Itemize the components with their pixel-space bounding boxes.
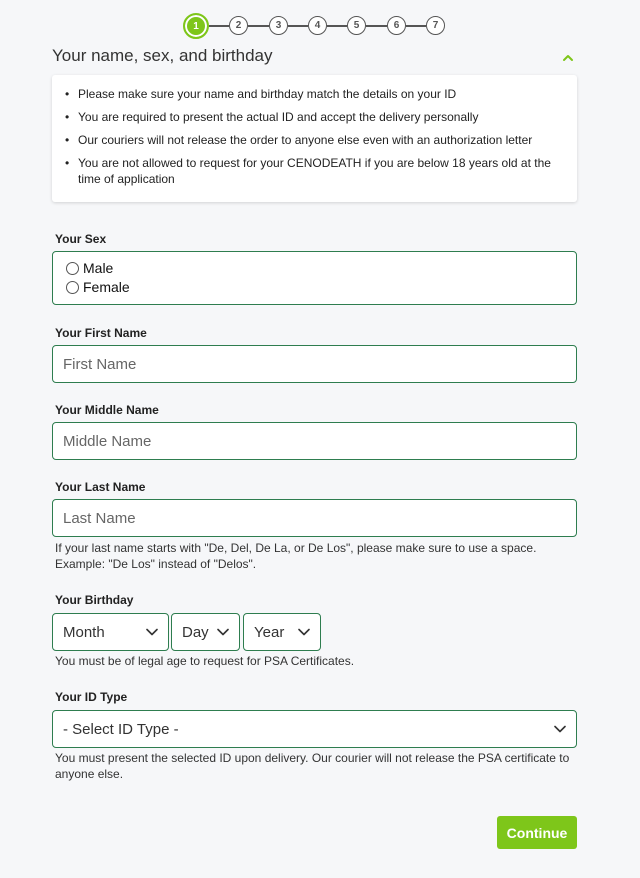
progress-stepper xyxy=(0,12,640,38)
birthday-help-text: You must be of legal age to request for PSA Certificates. xyxy=(55,654,355,668)
last-name-help-text: If your last name starts with "De, Del, De La, or De Los", please make sure to use a space. Example: "De Los" instead of "Delos". xyxy=(55,541,537,571)
birthday-label: Your Birthday xyxy=(55,593,134,607)
chevron-down-icon xyxy=(298,628,310,636)
instruction-item: • You are not allowed to request for your CENODEATH if you are below 18 years old at the time of application xyxy=(78,155,563,187)
step-3[interactable]: 3 xyxy=(269,16,288,35)
first-name-field-wrapper xyxy=(52,345,577,383)
step-6[interactable]: 6 xyxy=(387,16,406,35)
step-connector xyxy=(248,25,269,27)
step-connector xyxy=(406,25,426,27)
middle-name-input[interactable] xyxy=(53,423,576,459)
chevron-up-icon[interactable] xyxy=(560,52,576,64)
last-name-label: Your Last Name xyxy=(55,480,146,494)
section-title: Your name, sex, and birthday xyxy=(52,46,273,65)
day-select-value: Day xyxy=(182,623,209,641)
step-connector xyxy=(366,25,387,27)
radio-label-female: Female xyxy=(83,279,130,295)
day-select[interactable] xyxy=(171,613,240,651)
first-name-label: Your First Name xyxy=(55,326,147,340)
radio-female[interactable] xyxy=(66,279,130,295)
instruction-item: • Please make sure your name and birthday match the details on your ID xyxy=(78,86,563,102)
radio-button[interactable] xyxy=(66,262,79,275)
last-name-input[interactable] xyxy=(53,500,576,536)
step-4[interactable]: 4 xyxy=(308,16,327,35)
step-1[interactable]: 1 xyxy=(183,13,209,39)
step-5[interactable]: 5 xyxy=(347,16,366,35)
radio-label-male: Male xyxy=(83,260,114,276)
chevron-down-icon xyxy=(146,628,158,636)
radio-male[interactable] xyxy=(66,260,113,276)
month-select[interactable] xyxy=(52,613,169,651)
id-type-select[interactable] xyxy=(52,710,577,748)
instructions-list xyxy=(78,86,563,187)
instruction-item: • Our couriers will not release the order to anyone else even with an authorization letter xyxy=(78,132,563,148)
instructions-panel xyxy=(52,75,577,202)
year-select[interactable] xyxy=(243,613,321,651)
radio-button[interactable] xyxy=(66,281,79,294)
step-connector xyxy=(288,25,308,27)
sex-radio-group xyxy=(52,251,577,305)
middle-name-field-wrapper xyxy=(52,422,577,460)
step-2[interactable]: 2 xyxy=(229,16,248,35)
sex-label: Your Sex xyxy=(55,232,107,246)
last-name-field-wrapper xyxy=(52,499,577,537)
middle-name-label: Your Middle Name xyxy=(55,403,159,417)
id-type-help-text: You must present the selected ID upon delivery. Our courier will not release the PSA certificate to anyone else. xyxy=(55,751,570,781)
first-name-input[interactable] xyxy=(53,346,576,382)
month-select-value: Month xyxy=(63,623,105,641)
continue-button[interactable]: Continue xyxy=(497,816,577,849)
step-connector xyxy=(209,25,229,27)
step-connector xyxy=(327,25,347,27)
id-type-select-value: - Select ID Type - xyxy=(63,720,179,738)
chevron-down-icon xyxy=(554,725,566,733)
instruction-item: • You are required to present the actual ID and accept the delivery personally xyxy=(78,109,563,125)
chevron-down-icon xyxy=(217,628,229,636)
year-select-value: Year xyxy=(254,623,285,641)
id-type-label: Your ID Type xyxy=(55,690,128,704)
step-7[interactable]: 7 xyxy=(426,16,445,35)
